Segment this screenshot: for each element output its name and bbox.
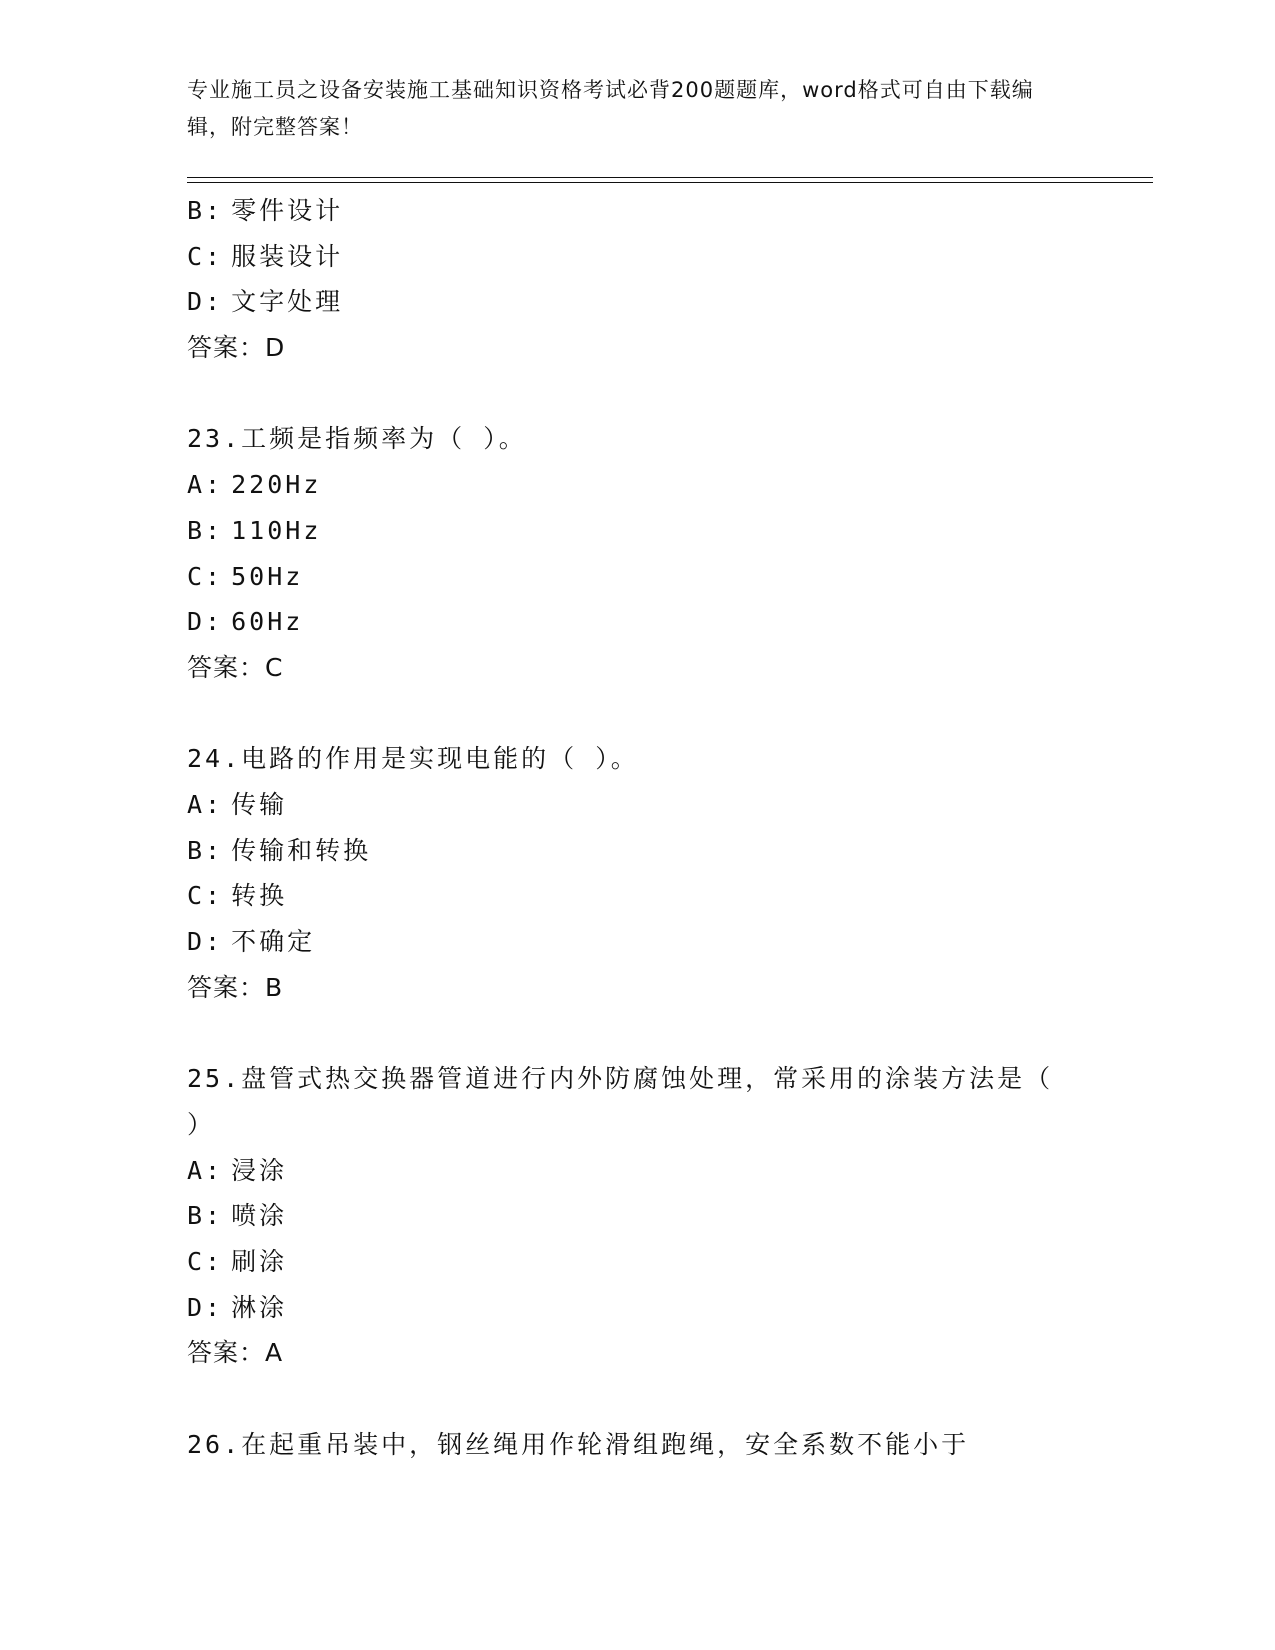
option-c: C: 服装设计	[187, 241, 344, 271]
header-rule-top	[187, 177, 1153, 178]
option-b: B: 110Hz	[187, 515, 322, 545]
question-23	[187, 416, 1087, 690]
option-a: A: 传输	[187, 789, 288, 819]
option-d: D: 淋涂	[187, 1292, 288, 1322]
answer: 答案：B	[187, 972, 284, 1002]
option-d: D: 文字处理	[187, 287, 344, 317]
answer: 答案：C	[187, 652, 284, 682]
option-b: B: 零件设计	[187, 196, 344, 225]
option-b: B: 传输和转换	[187, 835, 372, 865]
question-fragment	[187, 188, 1087, 371]
header-title: 专业施工员之设备安装施工基础知识资格考试必背200题题库，word格式可自由下载编辑，附完整答案！	[187, 78, 1034, 139]
option-c: C: 转换	[187, 881, 288, 911]
question-26	[187, 1422, 1087, 1468]
option-c: C: 50Hz	[187, 561, 304, 591]
question-25	[187, 1056, 1087, 1376]
option-c: C: 刷涂	[187, 1246, 288, 1276]
option-a: A: 220Hz	[187, 470, 322, 500]
option-a: A: 浸涂	[187, 1155, 288, 1185]
option-d: D: 不确定	[187, 927, 316, 957]
question-stem: 25.盘管式热交换器管道进行内外防腐蚀处理，常采用的涂装方法是（ ）	[187, 1064, 1054, 1139]
question-stem: 26.在起重吊装中，钢丝绳用作轮滑组跑绳，安全系数不能小于	[187, 1429, 970, 1459]
question-24	[187, 736, 1087, 1010]
option-d: D: 60Hz	[187, 607, 304, 637]
answer: 答案：D	[187, 333, 286, 363]
answer: 答案：A	[187, 1338, 284, 1368]
document-header	[187, 72, 1067, 146]
question-stem: 23.工频是指频率为（ ）。	[187, 424, 527, 454]
question-stem: 24.电路的作用是实现电能的（ ）。	[187, 744, 639, 774]
option-b: B: 喷涂	[187, 1201, 288, 1231]
header-rule-bottom	[187, 182, 1153, 183]
question-list	[187, 188, 1087, 1467]
